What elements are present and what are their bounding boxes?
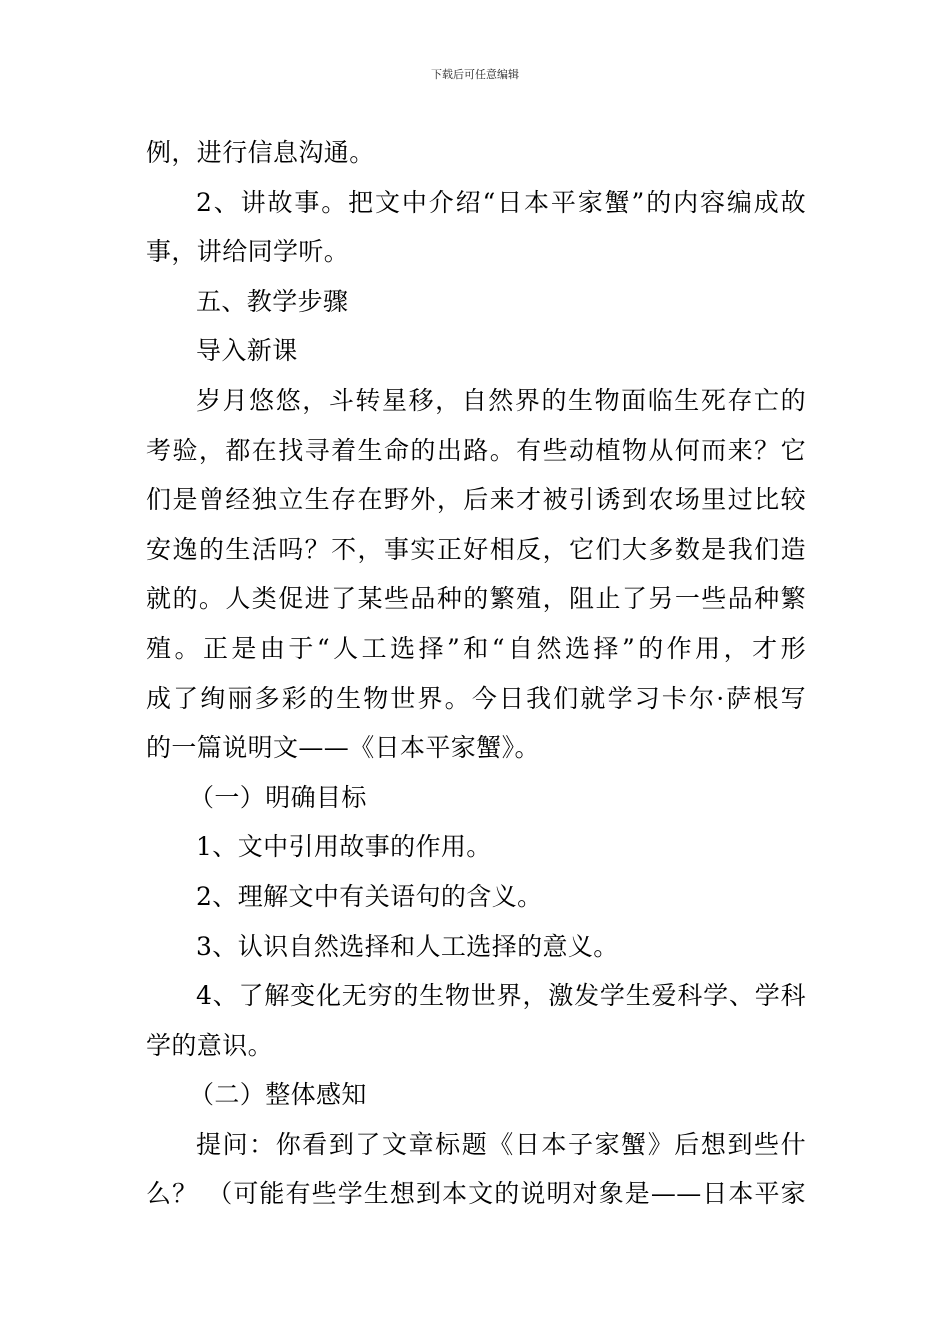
text-line: 么？ （可能有些学生想到本文的说明对象是——日本平家	[146, 1179, 806, 1209]
text-line: 就的。人类促进了某些品种的繁殖，阻止了另一些品种繁	[146, 584, 806, 614]
text-line: 成了绚丽多彩的生物世界。今日我们就学习卡尔·萨根写	[146, 683, 806, 713]
text-line: 考验，都在找寻着生命的出路。有些动植物从何而来？它	[146, 435, 806, 465]
text-line: 岁月悠悠，斗转星移，自然界的生物面临生死存亡的	[196, 385, 806, 415]
subsection-heading: 导入新课	[196, 336, 298, 366]
document-body	[146, 128, 806, 1219]
section-heading: 五、教学步骤	[196, 286, 349, 316]
list-item: 3、认识自然选择和人工选择的意义。	[196, 931, 619, 961]
text-line: 安逸的生活吗？不，事实正好相反，它们大多数是我们造	[146, 534, 806, 564]
text-line: 的一篇说明文——《日本平家蟹》。	[146, 733, 540, 763]
text-line: 2、讲故事。把文中介绍“日本平家蟹”的内容编成故	[196, 187, 806, 217]
text-line: 殖。正是由于“人工选择”和“自然选择”的作用，才形	[146, 633, 806, 663]
subsection-heading: （一）明确目标	[189, 782, 367, 812]
text-line: 事，讲给同学听。	[146, 237, 350, 267]
text-line: 例，进行信息沟通。	[146, 138, 375, 167]
list-item: 4、了解变化无穷的生物世界，激发学生爱科学、学科	[196, 981, 806, 1011]
list-item: 1、文中引用故事的作用。	[196, 832, 492, 862]
page-header: 下载后可任意编辑	[431, 68, 519, 81]
text-line: 们是曾经独立生存在野外，后来才被引诱到农场里过比较	[146, 485, 806, 515]
list-item: 2、理解文中有关语句的含义。	[196, 881, 543, 911]
subsection-heading: （二）整体感知	[189, 1080, 367, 1110]
text-line: 学的意识。	[146, 1030, 274, 1060]
text-line: 提问：你看到了文章标题《日本子家蟹》后想到些什	[196, 1129, 806, 1159]
